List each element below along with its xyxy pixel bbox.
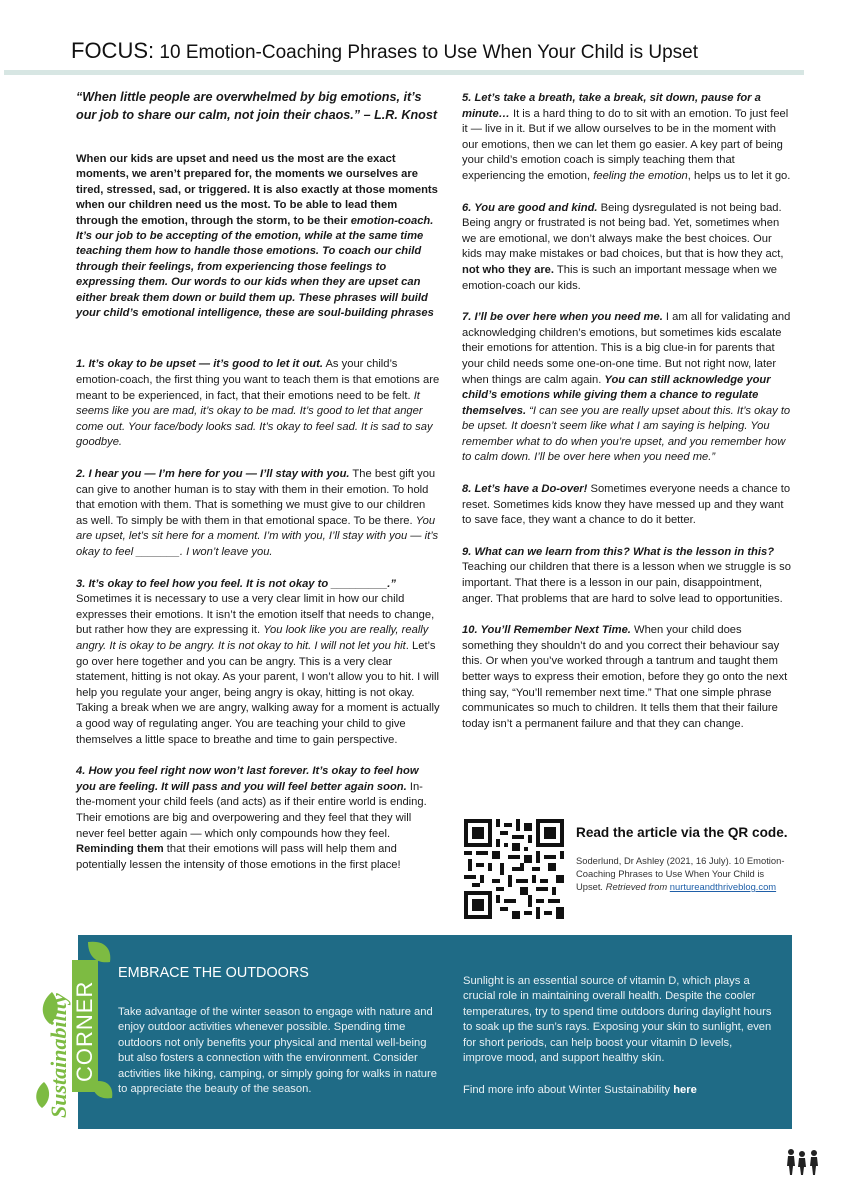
title-text: 10 Emotion-Coaching Phrases to Use When Your Child is Upset (159, 42, 699, 63)
intro-italic: emotion-coach. It’s our job to be accepting of the emotion, while at the same time teaching them how to handle those emotions. To coach our child through their feelings, from experiencing those feelings to expressing them. Our words to our kids when they are upset can either break them down or build them up. These phrases will build your child’s emotional intelligence, these are soul-building phrases (76, 214, 434, 320)
banner-title: EMBRACE THE OUTDOORS (118, 965, 309, 981)
phrase-6-bold: not who they are. (462, 263, 554, 276)
phrase-8-heading: 8. Let’s have a Do-over! (462, 483, 588, 496)
phrase-4-bold: Reminding them (76, 843, 164, 856)
phrase-7-heading: 7. I’ll be over here when you need me. (462, 311, 663, 324)
page-title (71, 38, 698, 64)
phrase-1-body: As your child’s emotion-coach, the first thing you want to teach them is that emotions are meant to be experienced, in fact, that their emotions need to be felt. (76, 358, 440, 402)
phrase-6-body: Being dysregulated is not being bad. Being angry or frustrated is not being bad. Yet, sometimes when we are emotional, we don’t always make the best choices. Our kids may make mistakes or bad choices, but that is how they act, (462, 201, 784, 261)
intro-bold: When our kids are upset and need us the most are the exact moments, we aren’t prepared for, the moments we ourselves are tired, stressed, sad, or triggered. It is also exactly at those moments when our children need us the most. To be able to lead them through the emotion, through the storm, to be their (76, 153, 438, 227)
phrase-6-heading: 6. You are good and kind. (462, 201, 598, 214)
phrase-1-heading: 1. It’s okay to be upset — it’s good to let it out. (76, 358, 323, 371)
phrase-4 (76, 764, 440, 873)
children-figures-icon (786, 1148, 820, 1176)
phrase-5 (462, 91, 792, 185)
phrase-6 (462, 201, 792, 295)
phrase-7-italic: “I can see you are really upset about this. It’s okay to be upset. It doesn’t seem like what I am saying is helping. You remember what to do when you’re upset, and you remember how to calm down. I’ll be over here when you need me.” (462, 404, 791, 464)
phrase-4-body: In-the-moment your child feels (and acts) as if their entire world is ending. Their emotions are big and overpowering and they feel that they will never feel better again — which only compounds how they feel. (76, 780, 427, 840)
article-link[interactable]: nurtureandthriveblog.com (669, 881, 777, 892)
phrase-4-body-end: that their emotions will pass will help them and potentially lessen the intensity of those emotions in the first place! (76, 843, 401, 871)
intro-paragraph (76, 152, 440, 321)
logo-block: CORNER (72, 980, 97, 1082)
phrase-5-body-end: , helps us to let it go. (687, 169, 791, 182)
citation-text: Soderlund, Dr Ashley (2021, 16 July). 10 Emotion-Coaching Phrases to Use When Your Child is Upset (576, 855, 785, 892)
phrase-5-italic: feeling the emotion (593, 169, 688, 182)
phrase-10-body: When your child does something they shouldn’t do and you correct their behaviour say this. Or when you’ve worked through a tantrum and taught them better ways to express their emotion, before they go onto the next thing say, “You’ll remember next time.” That one simple phrase communicates so much to children. It tells them that their failure today isn’t a permanent failure and that they can change. (462, 624, 788, 730)
qr-caption: Read the article via the QR code. (576, 825, 788, 840)
winter-sustainability-link[interactable]: here (673, 1084, 697, 1096)
phrase-1-italic: It seems like you are mad, it’s okay to be mad. It’s good to let that anger come out. Your face/body looks sad. It’s okay to feel sad. It is sad to say goodbye. (76, 389, 433, 449)
phrase-7-bold-italic: You can still acknowledge your child’s emotions while giving them a chance to regulate themselves. (462, 373, 771, 417)
phrase-9 (462, 545, 792, 607)
opening-quote: “When little people are overwhelmed by big emotions, it’s our job to share our calm, not join their chaos.” – L.R. Knost (76, 90, 438, 122)
qr-code-icon[interactable] (464, 819, 564, 919)
phrase-3-italic: You look like you are really, really angry. It is okay to be angry. It is not okay to hit. I will not let you hit (76, 624, 429, 652)
logo-script: Sustainability (46, 993, 71, 1118)
phrase-10-heading: 10. You’ll Remember Next Time. (462, 624, 631, 637)
sustainability-banner (78, 935, 792, 1129)
phrase-8-body: Sometimes everyone needs a chance to reset. Sometimes kids know they have messed up and they want to save face, they want a chance to do it better. (462, 483, 791, 527)
phrase-4-heading: 4. How you feel right now won’t last forever. It’s okay to feel how you are feeling. It will pass and you will feel better again soon. (76, 765, 419, 793)
phrase-6-body-end: This is such an important message when we emotion-coach our kids. (462, 263, 778, 292)
banner-right-text: Sunlight is an essential source of vitamin D, which plays a crucial role in maintaining overall health. Despite the cooler temperatures, try to spend time outdoors during daylight hours to soak up the sun’s rays. Exposing your skin to sunlight, even for short periods, can help boost your vitamin D levels, improve mood, and support healthy skin. (463, 975, 772, 1065)
phrase-1 (76, 357, 440, 451)
phrase-9-heading: 9. What can we learn from this? What is the lesson in this? (462, 545, 775, 558)
phrase-7-body: I am all for validating and acknowledging children’s emotions, but sometimes kids escalate their emotions for attention. This is a big clue-in for parents that your child needs some one-on-one time. But not right now, later when things are calm again. (462, 311, 791, 386)
phrase-5-heading: 5. Let’s take a breath, take a break, sit down, pause for a minute… (462, 92, 761, 120)
header-rule (4, 70, 804, 75)
citation (576, 854, 791, 893)
phrase-2-body: The best gift you can give to another human is to stay with them in their emotion. To hold that emotion with them. That is something we must give to our children as well. To simply be with them in that emotional space. To be there. (76, 468, 436, 527)
banner-more-text: Find more info about Winter Sustainability (463, 1084, 674, 1096)
phrase-3-body-end: . Let’s go over here together and you can be angry. This is a very clear statement, hitting is not okay. As your parent, I won’t allow you to hit. I will help you regulate your anger, being angry is okay, hitting is not okay. Taking a break when we are angry, walking away for a moment is actually a good way of regulating anger. You are teaching your child to give themselves a little space to breathe and time to gain perspective. (76, 639, 440, 746)
banner-left-text: Take advantage of the winter season to engage with nature and enjoy outdoor activities whenever possible. Spending time outdoors not only benefits your physical and mental well-being but also fosters a connection with the environment. Consider activities like hiking, camping, or simply going for walks in nature to appreciate the beauty of the season. (118, 1006, 437, 1096)
phrase-5-body: It is a hard thing to do to sit with an emotion. To just feel it — live in it. But if we allow ourselves to be in the moment with our emotions, then we can let them go easier. A key part of being your child’s emotion coach is simply teaching them that experiencing the emotion, (462, 107, 789, 182)
phrase-3 (76, 577, 440, 749)
citation-retrieved: . Retrieved from (600, 881, 668, 892)
phrase-3-body: Sometimes it is necessary to use a very clear limit in how our child expresses their emotions. It isn’t the emotion itself that needs to change, but rather how they are expressing it. (76, 593, 435, 637)
phrase-7 (462, 310, 792, 466)
focus-label: FOCUS: (71, 38, 155, 63)
left-column (76, 89, 440, 889)
phrase-2-italic: You are upset, let’s sit here for a moment. I’m with you, I’ll stay with you — it’s okay to feel _______. I won’t leave you. (76, 514, 439, 558)
phrase-2 (76, 467, 440, 561)
banner-more (463, 1084, 697, 1096)
phrase-10 (462, 623, 792, 732)
sustainability-corner-logo (30, 932, 120, 1128)
phrase-3-heading: 3. It’s okay to feel how you feel. It is not okay to _________.” (76, 577, 396, 590)
phrase-8 (462, 482, 792, 529)
phrase-2-heading: 2. I hear you — I’m here for you — I’ll stay with you. (76, 468, 350, 481)
phrase-9-body: Teaching our children that there is a lesson when we struggle is so important. That there is a lesson in our pain, disappointment, anger. That problems that are hard to solve lead to opportunities. (462, 561, 791, 605)
right-column (462, 91, 792, 748)
article-reference (576, 825, 791, 893)
